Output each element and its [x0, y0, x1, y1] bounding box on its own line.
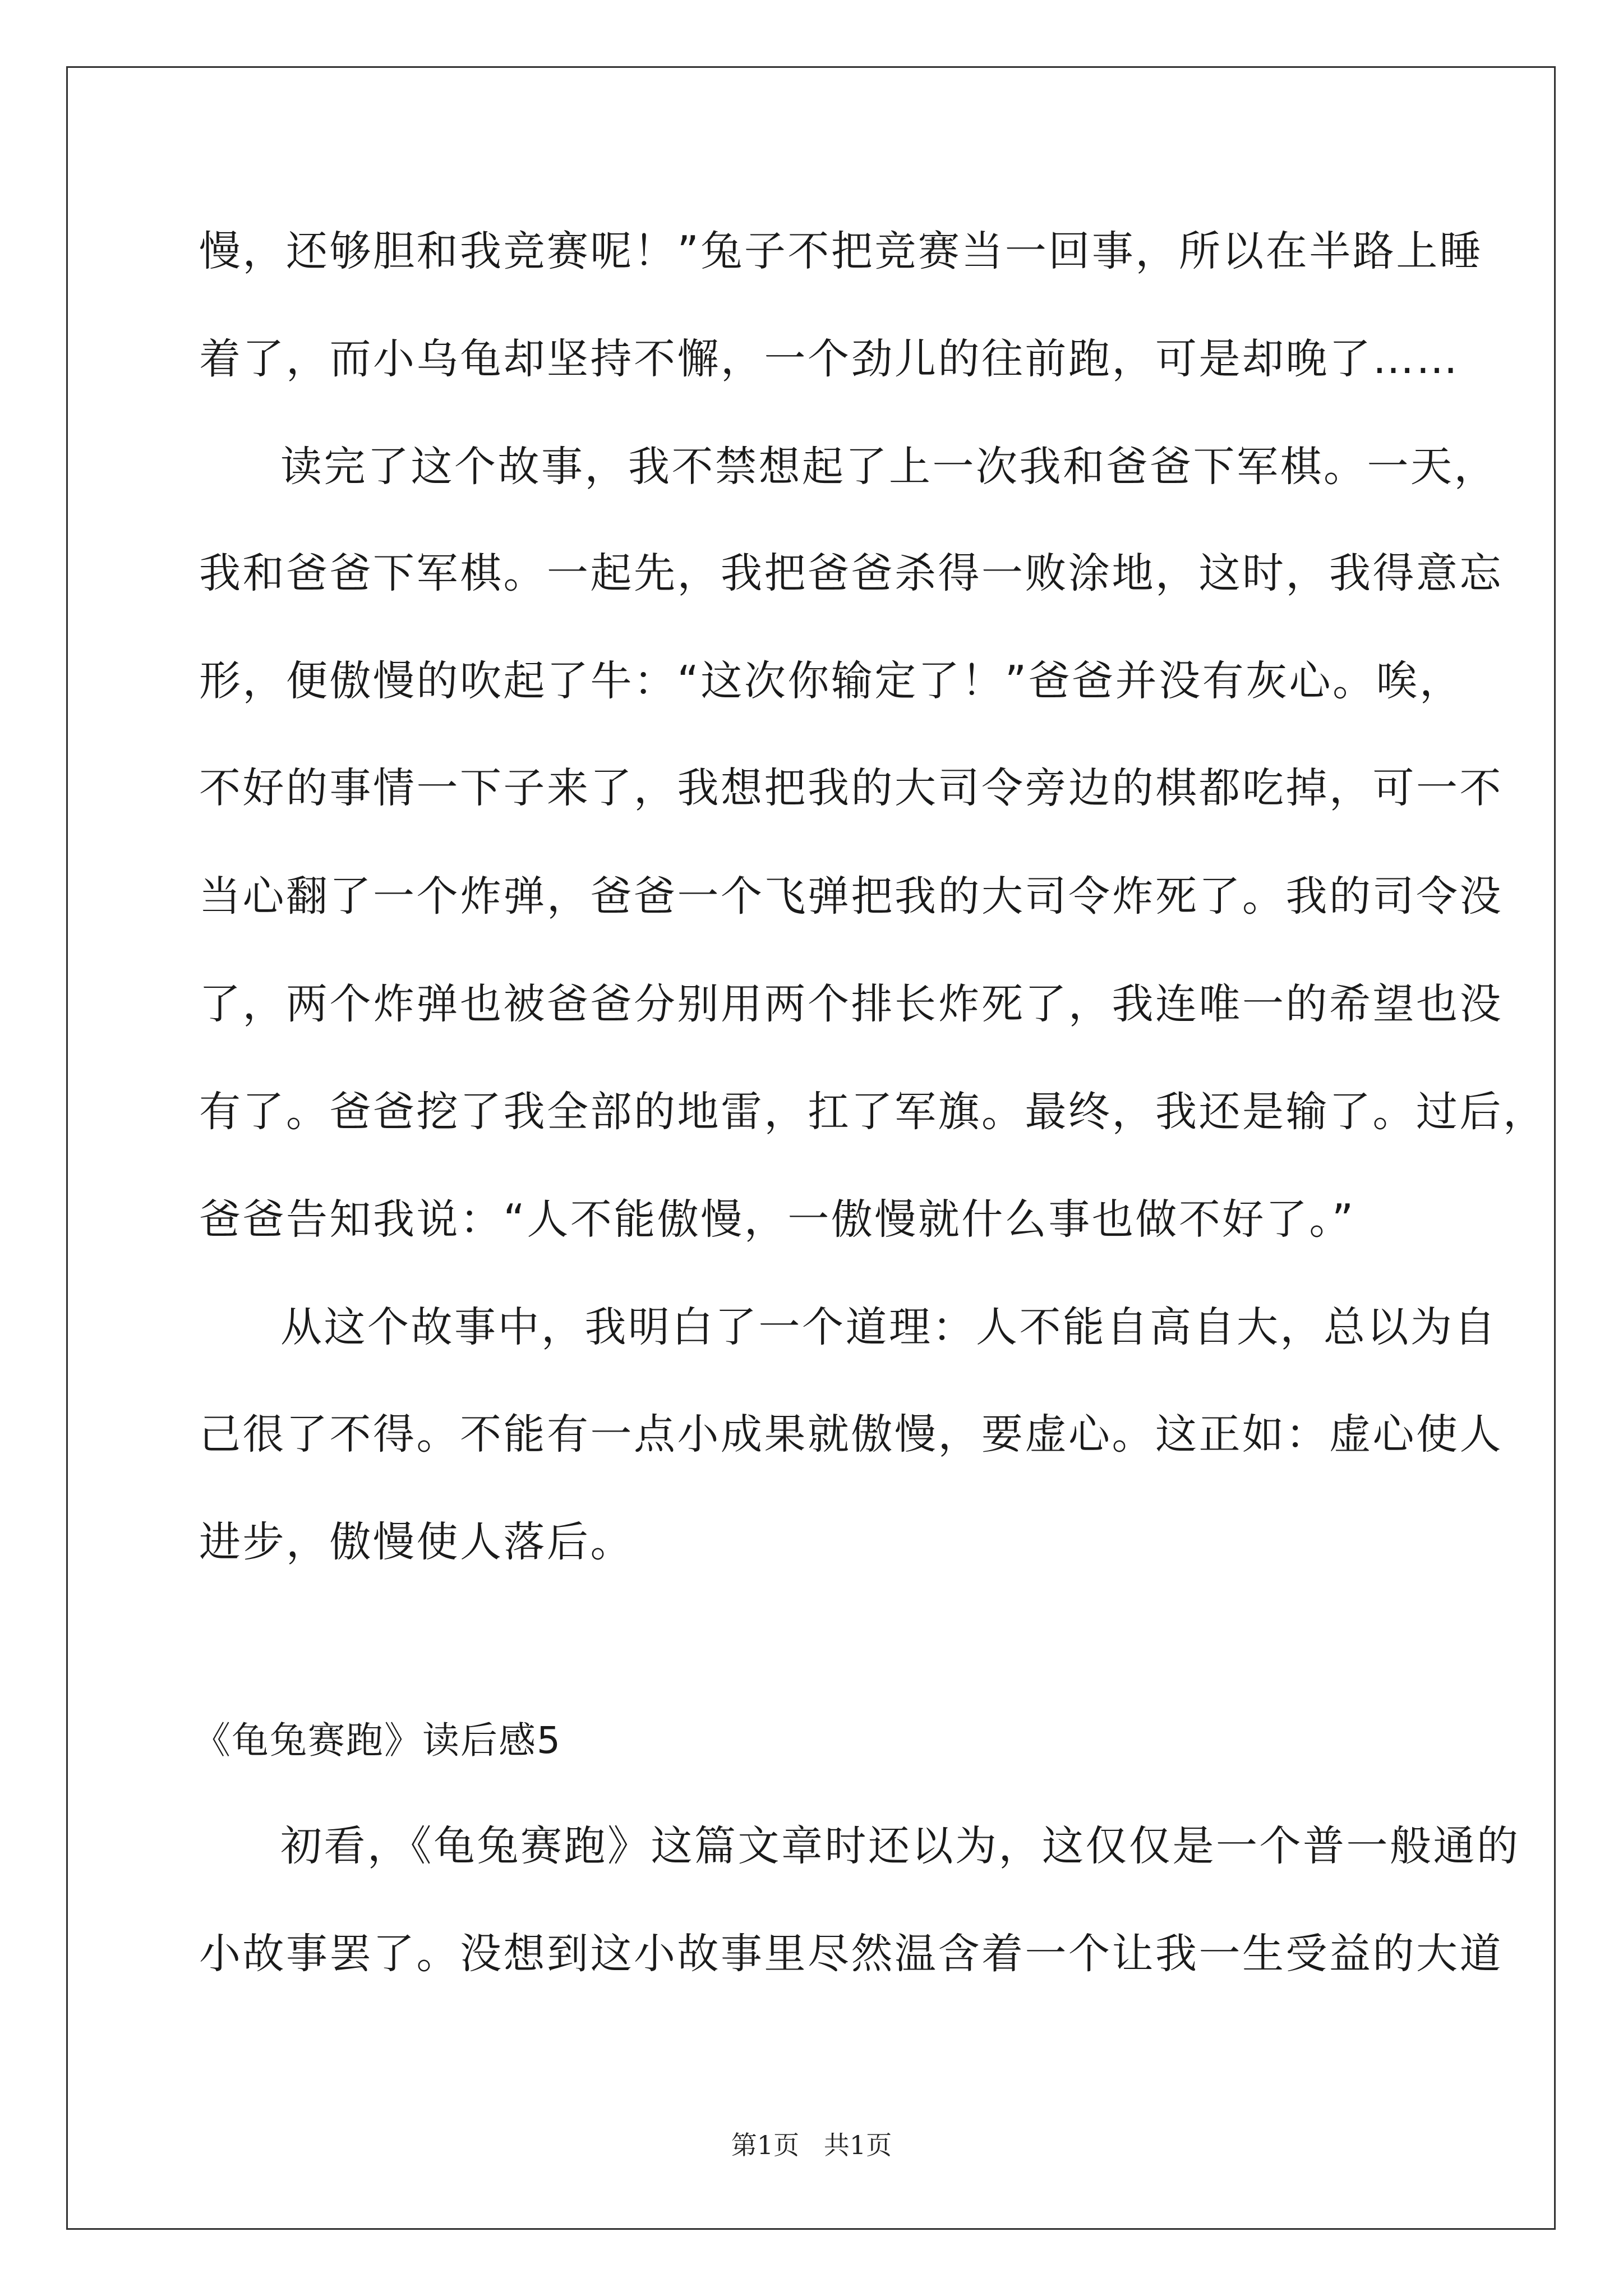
- text-line: 爸爸告知我说：“人不能傲慢，一傲慢就什么事也做不好了。”: [199, 1195, 1355, 1244]
- text-line: 着了，而小乌龟却坚持不懈，一个劲儿的往前跑，可是却晚了……: [199, 335, 1460, 383]
- text-line: 我和爸爸下军棋。一起先，我把爸爸杀得一败涂地，这时，我得意忘: [199, 549, 1503, 597]
- text-line: 初看，《龟兔赛跑》这篇文章时还以为，这仅仅是一个普一般通的: [280, 1822, 1520, 1870]
- text-line: 慢，还够胆和我竞赛呢！”兔子不把竞赛当一回事，所以在半路上睡: [199, 227, 1483, 275]
- text-line: 当心翻了一个炸弹，爸爸一个飞弹把我的大司令炸死了。我的司令没: [199, 872, 1503, 921]
- text-line: 了，两个炸弹也被爸爸分别用两个排长炸死了，我连唯一的希望也没: [199, 980, 1503, 1028]
- page-border: [66, 66, 1556, 2230]
- text-line: 进步，傲慢使人落后。: [199, 1518, 634, 1566]
- text-line: 读完了这个故事，我不禁想起了上一次我和爸爸下军棋。一天，: [280, 443, 1497, 491]
- text-line: 从这个故事中，我明白了一个道理：人不能自高自大，总以为自: [280, 1303, 1497, 1351]
- text-line: 小故事罢了。没想到这小故事里尽然温含着一个让我一生受益的大道: [199, 1930, 1503, 1978]
- text-line: 形，便傲慢的吹起了牛：“这次你输定了！”爸爸并没有灰心。唉，: [199, 657, 1463, 705]
- text-line: 不好的事情一下子来了，我想把我的大司令旁边的棋都吃掉，可一不: [199, 764, 1503, 812]
- section-title: 《龟兔赛跑》读后感5: [193, 1719, 561, 1762]
- text-line: 己很了不得。不能有一点小成果就傲慢，要虚心。这正如：虚心使人: [199, 1410, 1503, 1458]
- page-footer: 第1页 共1页: [731, 2130, 892, 2160]
- text-line: 有了。爸爸挖了我全部的地雷，扛了军旗。最终，我还是输了。过后，: [199, 1088, 1547, 1136]
